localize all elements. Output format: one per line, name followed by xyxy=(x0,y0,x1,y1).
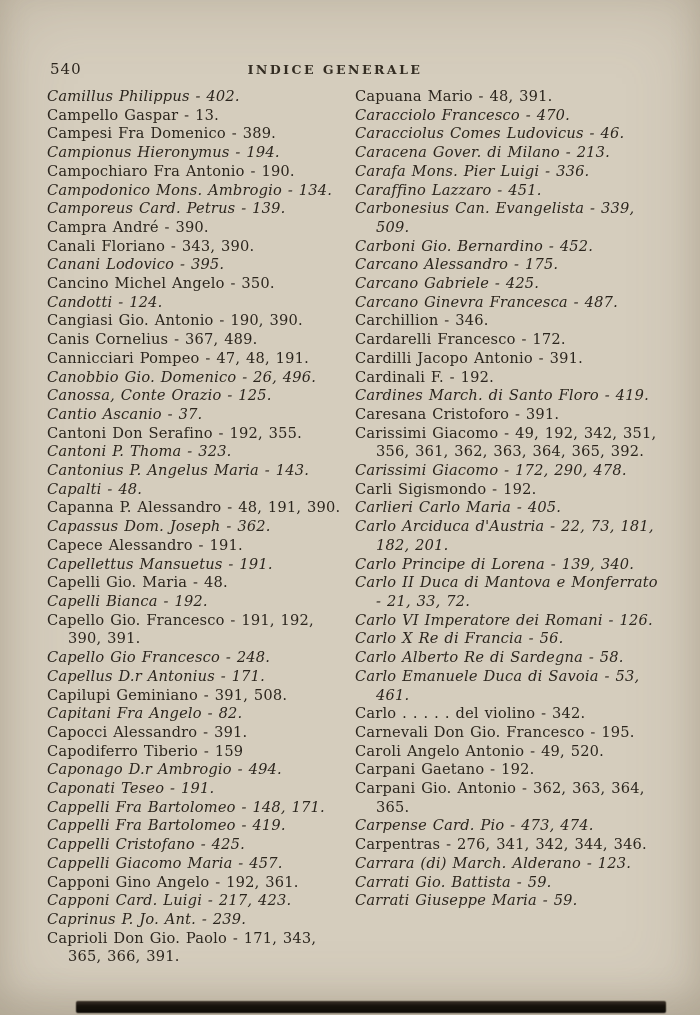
index-entry: Carpani Gaetano - 192. xyxy=(355,761,535,779)
index-entry: Caracciolo Francesco - 470. xyxy=(355,106,570,124)
scan-edge-shadow xyxy=(76,1001,666,1013)
index-entry: Cappelli Fra Bartolomeo - 148, 171. xyxy=(47,798,325,816)
index-entry: Carrati Giuseppe Maria - 59. xyxy=(355,892,578,910)
index-entry: Carlo II Duca di Mantova e Monferrato - 21, 33, 72. xyxy=(355,574,658,610)
index-entry: Cannicciari Pompeo - 47, 48, 191. xyxy=(47,349,309,367)
index-entry: Carcano Alessandro - 175. xyxy=(355,256,559,274)
index-entry: Capilupi Geminiano - 391, 508. xyxy=(47,686,288,704)
index-entry: Carlo Emanuele Duca di Savoia - 53, 461. xyxy=(355,667,640,704)
index-entry: Canis Cornelius - 367, 489. xyxy=(47,331,258,349)
index-entry: Capocci Alessandro - 391. xyxy=(47,723,248,741)
index-entry: Campello Gaspar - 13. xyxy=(47,106,219,124)
index-entry: Carli Sigismondo - 192. xyxy=(355,480,537,498)
page-number: 540 xyxy=(50,60,82,78)
index-entry: Capuana Mario - 48, 391. xyxy=(355,88,553,105)
index-entry: Carlo Principe di Lorena - 139, 340. xyxy=(355,555,635,573)
index-column-right xyxy=(355,88,667,967)
index-entry: Canobbio Gio. Domenico - 26, 496. xyxy=(47,368,317,386)
index-entry: Cardilli Jacopo Antonio - 391. xyxy=(355,349,583,367)
page-header-row xyxy=(50,60,660,80)
index-entry: Cappelli Cristofano - 425. xyxy=(47,836,245,854)
index-entry: Caponago D.r Ambrogio - 494. xyxy=(47,761,282,779)
index-entry: Cantoni Don Serafino - 192, 355. xyxy=(47,424,302,442)
index-entry: Capalti - 48. xyxy=(47,480,143,498)
index-entry: Cangiasi Gio. Antonio - 190, 390. xyxy=(47,312,303,330)
index-entry: Carpense Card. Pio - 473, 474. xyxy=(355,817,594,835)
index-entry: Carlo Alberto Re di Sardegna - 58. xyxy=(355,649,624,667)
index-entry: Canali Floriano - 343, 390. xyxy=(47,237,255,255)
index-entry: Carpentras - 276, 341, 342, 344, 346. xyxy=(355,836,647,854)
index-entry: Capponi Card. Luigi - 217, 423. xyxy=(47,892,292,910)
index-entry: Carlo VI Imperatore dei Romani - 126. xyxy=(355,611,653,629)
index-entry: Caprioli Don Gio. Paolo - 171, 343, 365, 366, 391. xyxy=(47,929,317,966)
index-entry: Cardines March. di Santo Floro - 419. xyxy=(355,387,649,405)
index-entry: Capassus Dom. Joseph - 362. xyxy=(47,518,271,536)
index-entry: Caroli Angelo Antonio - 49, 520. xyxy=(355,742,605,760)
index-entry: Cantoni P. Thoma - 323. xyxy=(47,443,232,461)
index-entry: Cappelli Giacomo Maria - 457. xyxy=(47,854,283,872)
index-entry: Canani Lodovico - 395. xyxy=(47,256,225,274)
index-entry: Carissimi Giacomo - 49, 192, 342, 351, 356, 361, 362, 363, 364, 365, 392. xyxy=(355,424,657,461)
index-entry: Carlo . . . . . del violino - 342. xyxy=(355,705,586,723)
index-entry: Cantonius P. Angelus Maria - 143. xyxy=(47,462,310,480)
index-entry: Capello Gio. Francesco - 191, 192, 390, 391. xyxy=(47,611,314,648)
index-entry: Carnevali Don Gio. Francesco - 195. xyxy=(355,723,635,741)
index-entry: Carcano Gabriele - 425. xyxy=(355,275,540,293)
index-entry: Capelli Gio. Maria - 48. xyxy=(47,574,228,592)
index-entry: Campra André - 390. xyxy=(47,218,209,236)
running-head: INDICE GENERALE xyxy=(247,62,423,77)
index-entry: Carlo X Re di Francia - 56. xyxy=(355,630,564,648)
index-entry: Camillus Philippus - 402. xyxy=(47,88,240,105)
index-entry: Carpani Gio. Antonio - 362, 363, 364, 365. xyxy=(355,780,645,816)
index-entry: Carafa Mons. Pier Luigi - 336. xyxy=(355,162,590,180)
index-entry: Carboni Gio. Bernardino - 452. xyxy=(355,237,594,255)
index-entry: Camporeus Card. Petrus - 139. xyxy=(47,200,286,218)
index-entry: Carbonesius Can. Evangelista - 339, 509. xyxy=(355,200,635,236)
index-entry: Capellettus Mansuetus - 191. xyxy=(47,555,273,573)
index-entry: Caraffino Lazzaro - 451. xyxy=(355,181,542,199)
index-entry: Carrara (di) March. Alderano - 123. xyxy=(355,854,632,872)
index-entry: Candotti - 124. xyxy=(47,293,163,311)
index-entry: Carissimi Giacomo - 172, 290, 478. xyxy=(355,462,627,480)
index-content xyxy=(47,88,667,967)
index-entry: Carlo Arciduca d'Austria - 22, 73, 181, 182, 201. xyxy=(355,518,654,554)
index-entry: Carcano Ginevra Francesca - 487. xyxy=(355,293,618,311)
index-entry: Capelli Bianca - 192. xyxy=(47,592,208,610)
index-entry: Campodonico Mons. Ambrogio - 134. xyxy=(47,181,333,199)
index-entry: Cancino Michel Angelo - 350. xyxy=(47,275,275,293)
index-entry: Canossa, Conte Orazio - 125. xyxy=(47,387,272,405)
index-column-left xyxy=(47,88,343,967)
index-entry: Cantio Ascanio - 37. xyxy=(47,405,203,423)
index-entry: Carchillion - 346. xyxy=(355,312,489,330)
index-entry: Capitani Fra Angelo - 82. xyxy=(47,705,243,723)
index-entry: Capece Alessandro - 191. xyxy=(47,536,243,554)
index-entry: Carlieri Carlo Maria - 405. xyxy=(355,499,562,517)
index-entry: Carrati Gio. Battista - 59. xyxy=(355,873,552,891)
index-entry: Capponi Gino Angelo - 192, 361. xyxy=(47,873,299,891)
index-entry: Caponati Teseo - 191. xyxy=(47,780,215,798)
index-entry: Cardarelli Francesco - 172. xyxy=(355,331,566,349)
index-entry: Caprinus P. Jo. Ant. - 239. xyxy=(47,910,247,928)
index-entry: Caracena Gover. di Milano - 213. xyxy=(355,144,610,162)
index-entry: Cardinali F. - 192. xyxy=(355,368,494,386)
index-entry: Capello Gio Francesco - 248. xyxy=(47,649,271,667)
index-entry: Capanna P. Alessandro - 48, 191, 390. xyxy=(47,499,341,517)
index-entry: Campionus Hieronymus - 194. xyxy=(47,144,280,162)
index-entry: Caresana Cristoforo - 391. xyxy=(355,405,560,423)
index-entry: Campochiaro Fra Antonio - 190. xyxy=(47,162,295,180)
index-entry: Capellus D.r Antonius - 171. xyxy=(47,667,265,685)
index-entry: Capodiferro Tiberio - 159 xyxy=(47,742,244,760)
index-entry: Campesi Fra Domenico - 389. xyxy=(47,125,277,143)
index-entry: Cappelli Fra Bartolomeo - 419. xyxy=(47,817,286,835)
index-entry: Caracciolus Comes Ludovicus - 46. xyxy=(355,125,625,143)
